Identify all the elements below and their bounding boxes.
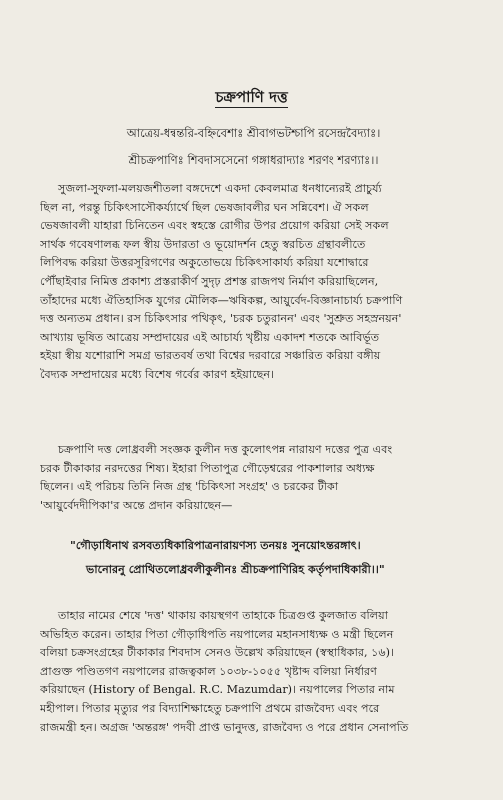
text-line: ছিলেন। এই পরিচয় তিনি নিজ গ্রন্থ 'চিকিৎসা সংগ্রহ' ও চরকের টীকা xyxy=(40,480,339,494)
text-line: ছিল না, পরন্তু চিকিৎসাসৌকর্য্যার্থে ছিল ভেষজাবলীর ঘন সন্নিবেশ। ঐ সকল xyxy=(40,200,369,214)
text-line: লিপিবদ্ধ করিয়া উত্তরসূরিগণের অকুতোভয়ে চিকিৎসাকার্য্য করিয়া যশোদ্বারে xyxy=(40,256,369,270)
text-line: বলিয়া চক্রসংগ্রহের টীকাকার শিবদাস সেনও উল্লেখ করিয়াছেন (স্বস্থাধিকার, ১৬)। xyxy=(40,646,394,660)
paragraph-2 xyxy=(40,441,465,515)
text-line: তাঁহাদের মধ্যে ঐতিহাসিক যুগের মৌলিক—ঋষিকল্প, আয়ুর্বেদ-বিজ্ঞানাচার্য্য চক্রপাণি xyxy=(40,293,403,307)
text-line: রাজমন্ত্রী হন। অগ্রজ 'অন্তরঙ্গ' পদবী প্রাপ্ত ভানুদত্ত, রাজবৈদ্য ও পরে প্রধান সেনাপতি xyxy=(40,720,409,734)
text-line: প্রাগুক্ত পণ্ডিতগণ নয়পালের রাজত্বকাল ১০৩৮-১০৫৫ খৃষ্টাব্দ বলিয়া নির্ধারণ xyxy=(40,664,377,678)
text-line: ভেষজাবলী যাহারা চিনিতেন এবং স্বহস্তে রোগীর উপর প্রয়োগ করিয়া সেই সকল xyxy=(40,219,389,233)
text-line: মহীপাল। পিতার মৃত্যুর পর বিদ্যাশিক্ষাহেতু চক্রপাণি প্রথমে রাজবৈদ্য এবং পরে xyxy=(40,701,380,715)
text-line: বৈদ্যক সম্প্রদায়ের মধ্যে বিশেষ গর্বের কারণ হইয়াছেন। xyxy=(40,367,275,381)
paragraph-3 xyxy=(40,607,465,737)
text-line: হইয়া স্বীয় যশোরাশি সমগ্র ভারতবর্ষ তথা বিশ্বের দরবারে সঞ্চারিত করিয়া বঙ্গীয় xyxy=(40,349,381,363)
text-line: আখ্যায় ভূষিত আত্রেয় সম্প্রদায়ের এই আচার্য্য খৃষ্টীয় একাদশ শতকে আবির্ভূত xyxy=(40,330,380,344)
text-line: করিয়াছেন (History of Bengal. R.C. Mazumdar)। নয়পালের পিতার নাম xyxy=(40,683,395,697)
text-line: দত্ত অন্যতম প্রধান। রস চিকিৎসার পথিকৃৎ, 'চরক চতুরানন' এবং 'সুশ্রুত সহস্রনয়ন' xyxy=(40,312,402,326)
text-line: তাহার নামের শেষে 'দত্ত' থাকায় কায়স্থগণ তাহাকে চিত্রগুপ্ত কুলজাত বলিয়া xyxy=(58,609,388,622)
invocation-verse-line-2: শ্রীচক্রপাণিঃ শিবদাসসেনো গঙ্গাধরাদ্যাঃ শরণং শরণ্যাঃ।। xyxy=(128,153,379,167)
chapter-title: চক্রপাণি দত্ত xyxy=(215,88,288,106)
invocation-verse-line-1: আত্রেয়-ধন্বন্তরি-বহ্নিবেশাঃ শ্রীবাগভটশ্চাপি রসেন্দ্রবৈদ্যাঃ। xyxy=(126,126,381,140)
text-line: পৌঁছাইবার নিমিত্ত প্রকাশ্য প্রস্তরাকীর্ণ সুদৃঢ় প্রশস্ত রাজপথ নির্মাণ করিয়াছিলেন, xyxy=(40,274,379,288)
text-line: চরক টীকাকার নরদত্তের শিষ্য। ইহারা পিতাপুত্র গৌড়েশ্বরের পাকশালার অধ্যক্ষ xyxy=(40,461,375,475)
quote-line-1: "গৌড়াধিনাথ রসবত্যধিকারিপাত্রনারায়ণস্য তনয়ঃ সুনয়োঽন্তরঙ্গাৎ। xyxy=(70,538,361,552)
text-line: সার্থক গবেষণালব্ধ ফল স্বীয় উদারতা ও ভূয়োদর্শন হেতু স্বরচিত গ্রন্থাবলীতে xyxy=(40,237,366,251)
text-line: সুজলা-সুফলা-মলয়জশীতলা বঙ্গদেশে একদা কেবলমাত্র ধনধান্যেরই প্রাচুর্য্য xyxy=(58,182,382,195)
text-line: অভিহিত করেন। তাহার পিতা গৌড়াধিপতি নয়পালের মহানসাধ্যক্ষ ও মন্ত্রী ছিলেন xyxy=(40,627,394,641)
text-line: 'আয়ুর্বেদদীপিকা'র অন্তে প্রদান করিয়াছেন— xyxy=(40,498,233,512)
text-line: চক্রপাণি দত্ত লোধ্রবলী সংজ্ঞক কুলীন দত্ত কুলোৎপন্ন নারায়ণ দত্তের পুত্র এবং xyxy=(58,443,393,456)
paragraph-1 xyxy=(40,180,465,385)
quote-line-2: ভানোরনু প্রোথিতলোধ্রবলীকুলীনঃ শ্রীচক্রপাণিরিহ কর্তৃপদাধিকারী।।" xyxy=(86,562,385,576)
